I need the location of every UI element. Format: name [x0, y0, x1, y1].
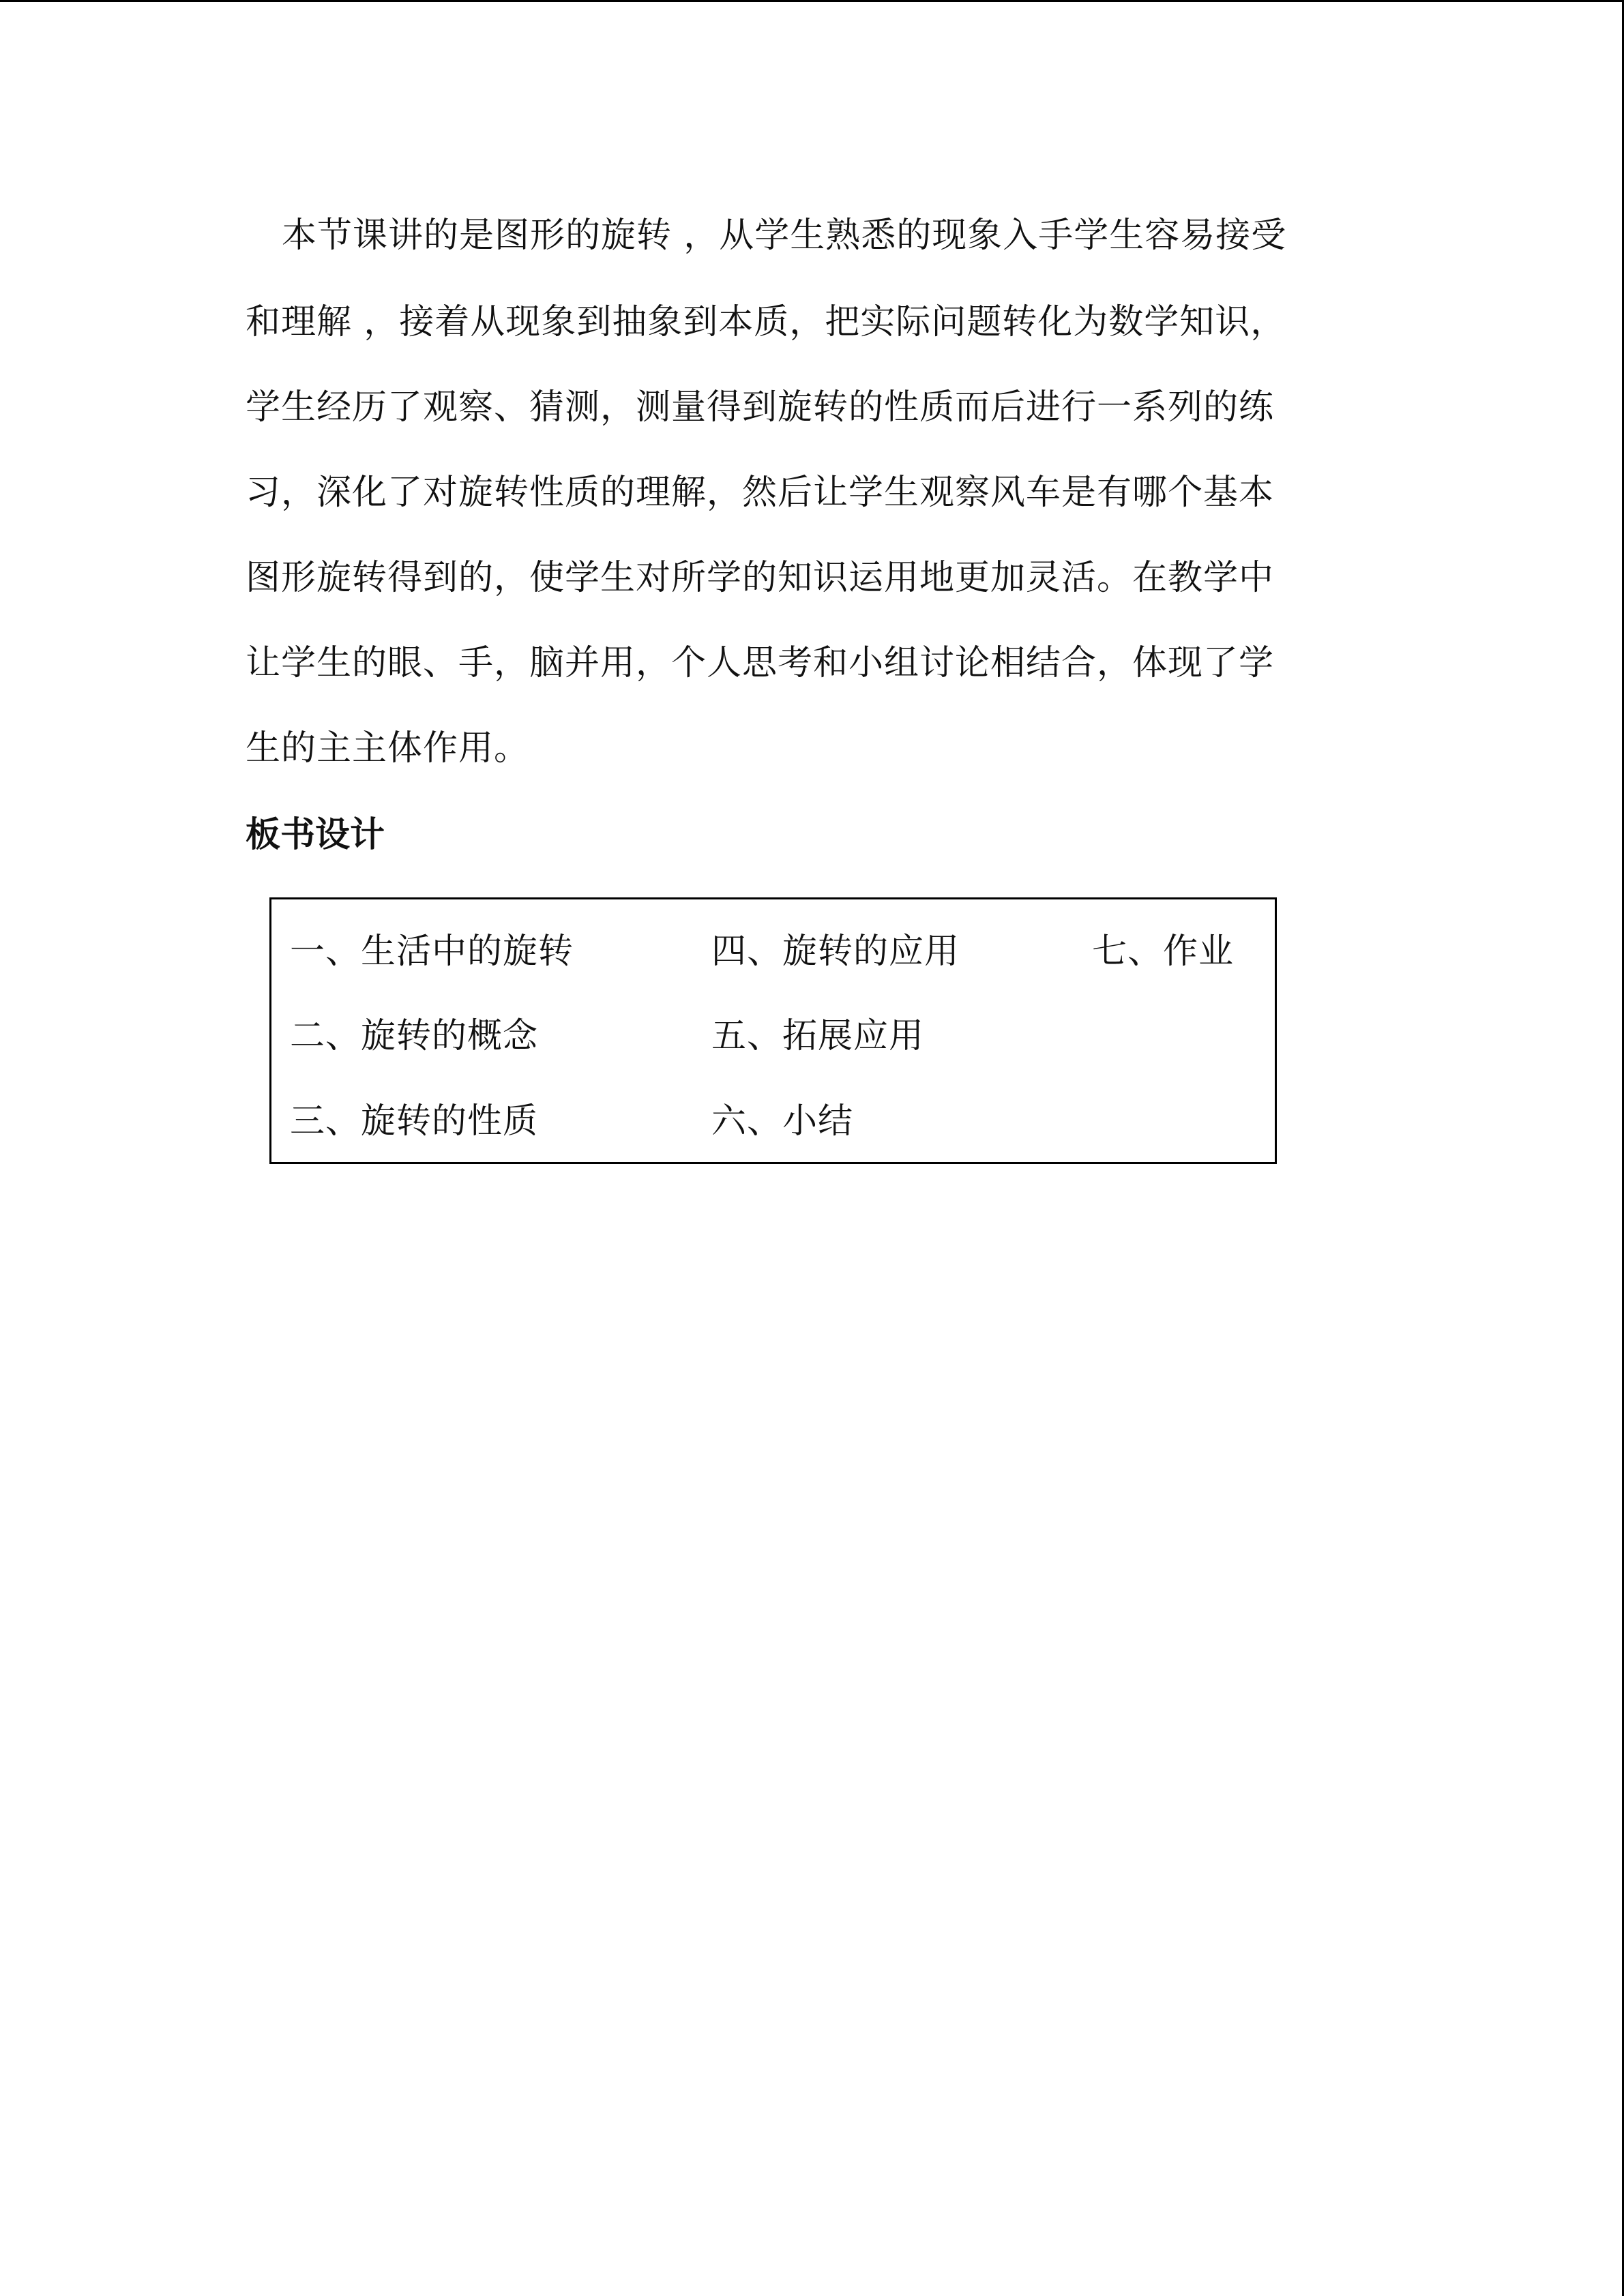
paragraph-line: 图形旋转得到的，使学生对所学的知识运用地更加灵活。在教学中 — [246, 558, 1275, 598]
paragraph-line: 习，深化了对旋转性质的理解，然后让学生观察风车是有哪个基本 — [246, 473, 1275, 513]
board-item: 六、小结 — [711, 1101, 854, 1142]
board-item: 三、旋转的性质 — [290, 1101, 539, 1142]
board-item: 五、拓展应用 — [711, 1016, 925, 1056]
board-design-heading: 板书设计 — [246, 815, 385, 855]
paragraph-line: 和理解 ，接着从现象到抽象到本质，把实际问题转化为数学知识， — [246, 302, 1286, 342]
paragraph-line: 让学生的眼、手，脑并用，个人思考和小组讨论相结合，体现了学 — [246, 643, 1275, 683]
board-item: 一、生活中的旋转 — [290, 931, 574, 972]
paragraph-line: 本节课讲的是图形的旋转 ，从学生熟悉的现象入手学生容易接受 — [282, 215, 1287, 256]
paragraph-line: 学生经历了观察、猜测，测量得到旋转的性质而后进行一系列的练 — [246, 387, 1275, 428]
paragraph-line: 生的主主体作用。 — [246, 728, 530, 769]
board-item: 七、作业 — [1092, 931, 1235, 972]
page-top-border — [0, 0, 1624, 2]
board-item: 四、旋转的应用 — [711, 931, 960, 972]
board-item: 二、旋转的概念 — [290, 1016, 539, 1056]
